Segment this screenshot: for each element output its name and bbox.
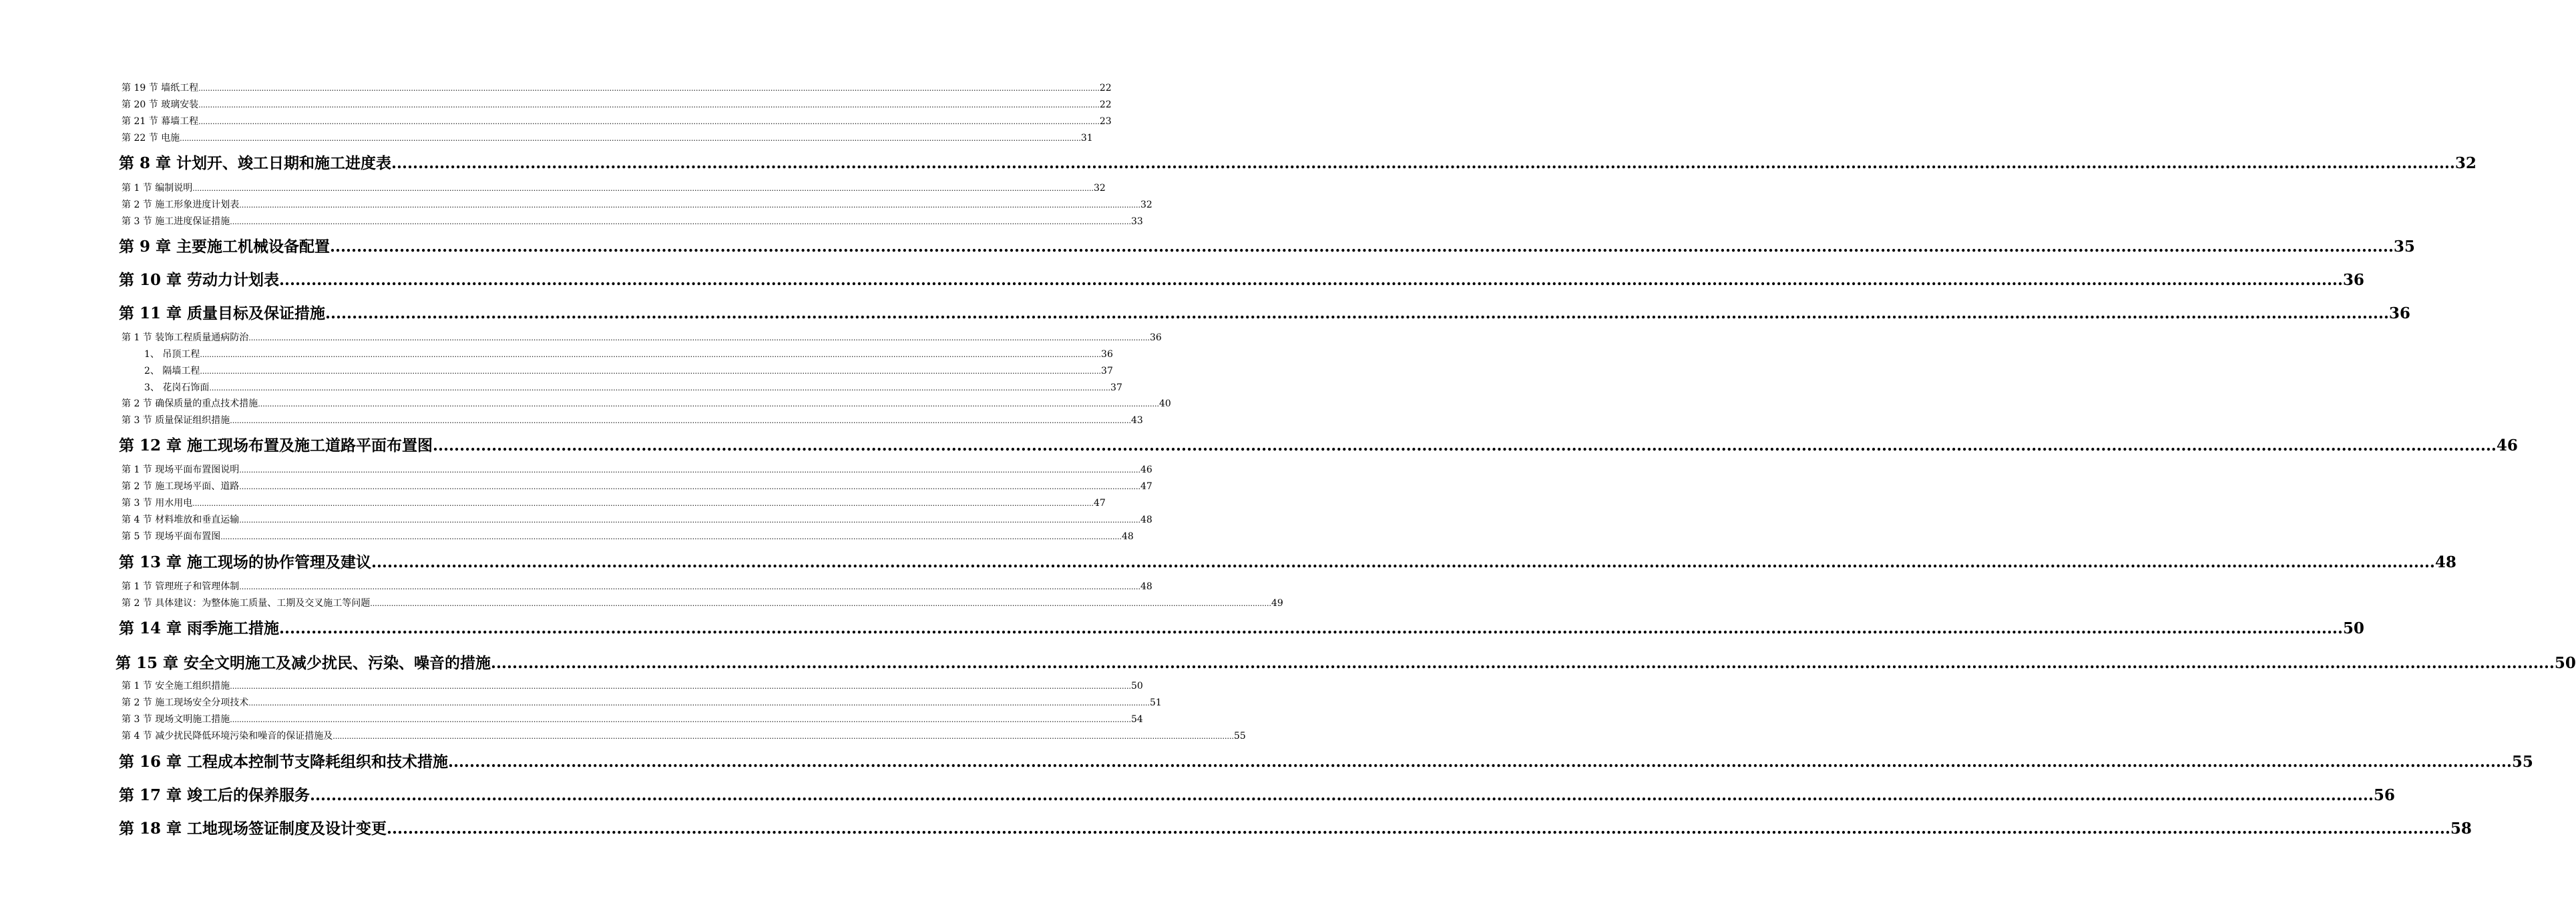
dot-leader: ..................................................................................................................................................................................................................................................................................................................................................................................................: [391, 154, 2455, 172]
toc-page-number: 36: [2388, 304, 2410, 322]
toc-entry-title: 第 15 章 安全文明施工及减少扰民、污染、噪音的措施: [116, 654, 491, 672]
dot-leader: ..................................................................................................................................................................................................................................................................................................................................................................................................: [209, 384, 1111, 392]
toc-entry-title: 第 1 节 管理班子和管理体制: [122, 581, 240, 592]
toc-page-number: 50: [2554, 654, 2576, 672]
toc-entry-title: 3、 花岗石饰面: [144, 382, 210, 393]
toc-page-number: 46: [2496, 436, 2518, 455]
dot-leader: ..................................................................................................................................................................................................................................................................................................................................................................................................: [491, 654, 2555, 672]
toc-entry-title: 第 1 节 安全施工组织措施: [122, 681, 230, 691]
toc-section-entry[interactable]: [122, 131, 1093, 145]
toc-entry-title: 第 1 节 编制说明: [122, 183, 193, 194]
toc-page-number: 32: [1140, 200, 1152, 210]
toc-page-number: 32: [1093, 183, 1106, 194]
toc-page-number: 22: [1099, 99, 1112, 110]
toc-entry-title: 2、 隔墙工程: [144, 366, 200, 376]
toc-page-number: 47: [1093, 498, 1106, 509]
toc-entry-title: 第 4 节 减少扰民降低环境污染和噪音的保证措施及: [122, 731, 333, 741]
dot-leader: ..................................................................................................................................................................................................................................................................................................................................................................................................: [230, 416, 1131, 425]
toc-page-number: 48: [1121, 531, 1134, 542]
toc-chapter-entry[interactable]: [119, 617, 2364, 640]
dot-leader: ..................................................................................................................................................................................................................................................................................................................................................................................................: [239, 201, 1140, 210]
dot-leader: ..................................................................................................................................................................................................................................................................................................................................................................................................: [248, 699, 1150, 707]
toc-chapter-entry[interactable]: [119, 784, 2395, 807]
dot-leader: ..................................................................................................................................................................................................................................................................................................................................................................................................: [180, 134, 1081, 143]
toc-entry-title: 第 2 节 具体建议：为整体施工质量、工期及交叉施工等问题: [122, 598, 371, 609]
toc-section-entry[interactable]: [122, 396, 1171, 411]
toc-section-entry[interactable]: [122, 114, 1112, 129]
toc-page-number: 48: [1140, 515, 1152, 525]
toc-entry-title: 第 19 节 墙纸工程: [122, 83, 199, 93]
dot-leader: ..................................................................................................................................................................................................................................................................................................................................................................................................: [239, 583, 1140, 591]
dot-leader: ..................................................................................................................................................................................................................................................................................................................................................................................................: [230, 715, 1131, 724]
toc-entry-title: 第 18 章 工地现场签证制度及设计变更: [119, 820, 387, 838]
dot-leader: ..................................................................................................................................................................................................................................................................................................................................................................................................: [330, 238, 2394, 256]
dot-leader: ..................................................................................................................................................................................................................................................................................................................................................................................................: [387, 820, 2450, 838]
toc-entry-title: 第 21 节 幕墙工程: [122, 116, 199, 127]
toc-section-entry[interactable]: [122, 695, 1162, 710]
dot-leader: ..................................................................................................................................................................................................................................................................................................................................................................................................: [370, 599, 1271, 608]
toc-entry-title: 第 13 章 施工现场的协作管理及建议: [119, 553, 372, 571]
toc-page-number: 36: [1149, 332, 1162, 343]
dot-leader: ..................................................................................................................................................................................................................................................................................................................................................................................................: [258, 400, 1159, 408]
toc-page-number: 36: [1101, 349, 1113, 360]
dot-leader: ..................................................................................................................................................................................................................................................................................................................................................................................................: [198, 84, 1100, 93]
toc-page-number: 37: [1101, 366, 1113, 376]
toc-section-entry[interactable]: [122, 198, 1152, 212]
toc-entry-title: 第 3 节 现场文明施工措施: [122, 714, 230, 725]
toc-page-number: 54: [1130, 714, 1143, 725]
toc-entry-title: 第 16 章 工程成本控制节支降耗组织和技术措施: [119, 753, 449, 771]
toc-section-entry[interactable]: [122, 513, 1152, 527]
toc-entry-title: 第 1 节 现场平面布置图说明: [122, 465, 240, 475]
toc-section-entry[interactable]: [122, 214, 1143, 229]
toc-page-number: 36: [2342, 271, 2364, 289]
toc-page-number: 50: [1130, 681, 1143, 691]
toc-page-number: 35: [2393, 238, 2415, 256]
dot-leader: ..................................................................................................................................................................................................................................................................................................................................................................................................: [230, 682, 1131, 691]
dot-leader: ..................................................................................................................................................................................................................................................................................................................................................................................................: [325, 304, 2389, 322]
dot-leader: ..................................................................................................................................................................................................................................................................................................................................................................................................: [200, 367, 1102, 376]
toc-page-number: 47: [1140, 481, 1152, 492]
toc-page-number: 49: [1271, 598, 1283, 609]
toc-entry-title: 第 3 节 施工进度保证措施: [122, 216, 230, 227]
toc-entry-title: 第 3 节 质量保证组织措施: [122, 415, 230, 426]
dot-leader: ..................................................................................................................................................................................................................................................................................................................................................................................................: [198, 101, 1100, 109]
dot-leader: ..................................................................................................................................................................................................................................................................................................................................................................................................: [198, 117, 1100, 126]
toc-page-number: 33: [1130, 216, 1143, 227]
toc-section-entry[interactable]: [122, 181, 1106, 196]
toc-entry-title: 第 10 章 劳动力计划表: [119, 271, 280, 289]
dot-leader: ..................................................................................................................................................................................................................................................................................................................................................................................................: [448, 753, 2512, 771]
toc-section-entry[interactable]: [122, 596, 1283, 611]
toc-page-number: 46: [1140, 465, 1152, 475]
dot-leader: ..................................................................................................................................................................................................................................................................................................................................................................................................: [310, 786, 2374, 804]
toc-section-entry[interactable]: [122, 463, 1152, 477]
toc-entry-title: 第 12 章 施工现场布置及施工道路平面布置图: [119, 436, 433, 455]
toc-entry-title: 第 22 节 电施: [122, 133, 180, 143]
toc-entry-title: 第 3 节 用水用电: [122, 498, 193, 509]
toc-entry-title: 1、 吊顶工程: [144, 349, 200, 360]
toc-entry-title: 第 2 节 施工形象进度计划表: [122, 200, 240, 210]
dot-leader: ..................................................................................................................................................................................................................................................................................................................................................................................................: [279, 271, 2343, 289]
toc-section-entry[interactable]: [122, 97, 1112, 112]
toc-section-entry[interactable]: [122, 679, 1143, 693]
toc-section-entry[interactable]: [122, 479, 1152, 494]
toc-section-entry[interactable]: [122, 712, 1143, 727]
toc-page-number: 56: [2373, 786, 2395, 804]
toc-chapter-entry[interactable]: [119, 751, 2533, 774]
dot-leader: ..................................................................................................................................................................................................................................................................................................................................................................................................: [192, 184, 1094, 193]
toc-chapter-entry[interactable]: [119, 434, 2518, 457]
toc-page-number: 55: [2511, 753, 2533, 771]
toc-page-number: 43: [1130, 415, 1143, 426]
dot-leader: ..................................................................................................................................................................................................................................................................................................................................................................................................: [239, 466, 1140, 475]
toc-chapter-entry[interactable]: [116, 652, 2576, 675]
toc-page-number: 58: [2450, 820, 2472, 838]
toc-entry-title: 第 2 节 确保质量的重点技术措施: [122, 398, 258, 409]
dot-leader: ..................................................................................................................................................................................................................................................................................................................................................................................................: [433, 436, 2497, 455]
dot-leader: ..................................................................................................................................................................................................................................................................................................................................................................................................: [220, 533, 1122, 541]
toc-chapter-entry[interactable]: [119, 269, 2364, 292]
toc-chapter-entry[interactable]: [119, 236, 2415, 258]
toc-section-entry[interactable]: [122, 81, 1112, 95]
toc-chapter-entry[interactable]: [119, 818, 2472, 840]
toc-entry-title: 第 20 节 玻璃安装: [122, 99, 199, 110]
toc-entry-title: 第 8 章 计划开、竣工日期和施工进度表: [119, 154, 392, 172]
dot-leader: ..................................................................................................................................................................................................................................................................................................................................................................................................: [333, 732, 1234, 741]
toc-page-number: 50: [2342, 619, 2364, 637]
toc-subsection-entry[interactable]: [144, 347, 1113, 362]
toc-section-entry[interactable]: [122, 496, 1106, 511]
toc-page-number: 23: [1099, 116, 1112, 127]
toc-page-number: 37: [1110, 382, 1122, 393]
toc-page-number: 31: [1080, 133, 1093, 143]
toc-entry-title: 第 9 章 主要施工机械设备配置: [119, 238, 331, 256]
toc-entry-title: 第 2 节 施工现场平面、道路: [122, 481, 240, 492]
toc-page-number: 48: [2434, 553, 2456, 571]
toc-section-entry[interactable]: [122, 413, 1143, 428]
toc-section-entry[interactable]: [122, 529, 1134, 544]
toc-page-number: 48: [1140, 581, 1152, 592]
dot-leader: ..................................................................................................................................................................................................................................................................................................................................................................................................: [200, 350, 1102, 359]
toc-chapter-entry[interactable]: [119, 152, 2477, 175]
dot-leader: ..................................................................................................................................................................................................................................................................................................................................................................................................: [279, 619, 2343, 637]
toc-entry-title: 第 11 章 质量目标及保证措施: [119, 304, 326, 322]
dot-leader: ..................................................................................................................................................................................................................................................................................................................................................................................................: [371, 553, 2435, 571]
toc-page-number: 40: [1158, 398, 1171, 409]
toc-page-number: 32: [2454, 154, 2477, 172]
toc-entry-title: 第 5 节 现场平面布置图: [122, 531, 221, 542]
dot-leader: ..................................................................................................................................................................................................................................................................................................................................................................................................: [248, 334, 1150, 342]
toc-entry-title: 第 4 节 材料堆放和垂直运输: [122, 515, 240, 525]
toc-entry-title: 第 17 章 竣工后的保养服务: [119, 786, 310, 804]
dot-leader: ..................................................................................................................................................................................................................................................................................................................................................................................................: [239, 483, 1140, 491]
toc-entry-title: 第 1 节 装饰工程质量通病防治: [122, 332, 249, 343]
dot-leader: ..................................................................................................................................................................................................................................................................................................................................................................................................: [192, 499, 1094, 508]
toc-page-number: 51: [1149, 697, 1162, 708]
toc-section-entry[interactable]: [122, 330, 1162, 345]
toc-section-entry[interactable]: [122, 729, 1246, 743]
toc-page-number: 55: [1233, 731, 1246, 741]
toc-subsection-entry[interactable]: [144, 380, 1122, 395]
toc-entry-title: 第 2 节 施工现场安全分项技术: [122, 697, 249, 708]
toc-chapter-entry[interactable]: [119, 302, 2410, 325]
toc-entry-title: 第 14 章 雨季施工措施: [119, 619, 280, 637]
toc-section-entry[interactable]: [122, 579, 1152, 594]
toc-page-number: 22: [1099, 83, 1112, 93]
dot-leader: ..................................................................................................................................................................................................................................................................................................................................................................................................: [230, 218, 1131, 226]
dot-leader: ..................................................................................................................................................................................................................................................................................................................................................................................................: [239, 516, 1140, 525]
toc-subsection-entry[interactable]: [144, 364, 1113, 378]
toc-chapter-entry[interactable]: [119, 551, 2456, 574]
